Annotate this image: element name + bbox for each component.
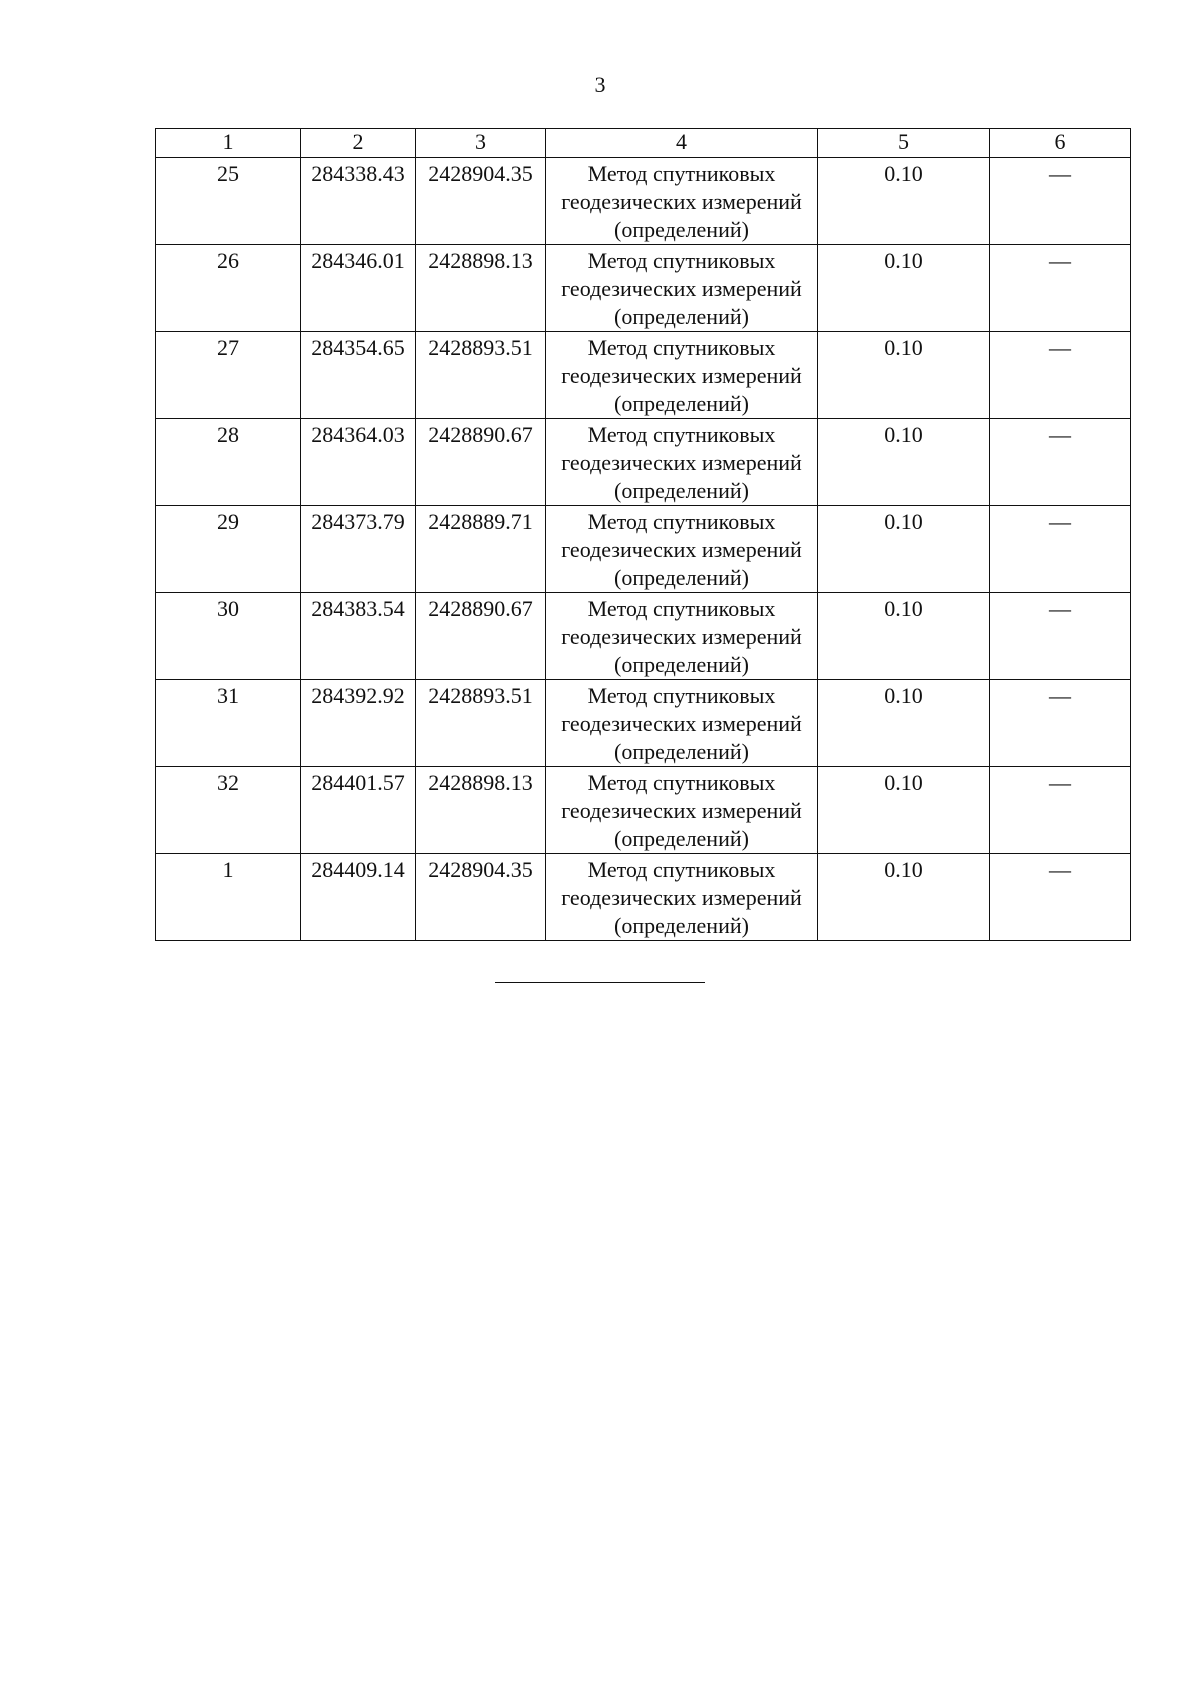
- method-line: геодезических измерений: [561, 537, 802, 562]
- method-line: (определений): [614, 652, 749, 677]
- method-cell: [546, 158, 818, 245]
- point-number-cell: 32: [156, 767, 301, 854]
- coordinates-table: [155, 128, 1131, 941]
- table-header-row: [156, 129, 1131, 158]
- method-cell: [546, 680, 818, 767]
- method-line: геодезических измерений: [561, 885, 802, 910]
- dash-mark: —: [1049, 422, 1071, 447]
- accuracy-cell: 0.10: [818, 767, 990, 854]
- y-coordinate-cell: 2428898.13: [416, 245, 546, 332]
- column-header: 5: [818, 129, 990, 158]
- x-coordinate-cell: 284338.43: [301, 158, 416, 245]
- y-coordinate-cell: 2428889.71: [416, 506, 546, 593]
- method-line: (определений): [614, 739, 749, 764]
- accuracy-cell: 0.10: [818, 158, 990, 245]
- dash-mark: —: [1049, 857, 1071, 882]
- note-cell: [990, 419, 1131, 506]
- method-line: (определений): [614, 304, 749, 329]
- method-line: Метод спутниковых: [587, 857, 776, 882]
- method-line: Метод спутниковых: [587, 248, 776, 273]
- dash-mark: —: [1049, 683, 1071, 708]
- end-rule: [495, 982, 705, 983]
- point-number-cell: 31: [156, 680, 301, 767]
- accuracy-cell: 0.10: [818, 680, 990, 767]
- point-number-cell: 1: [156, 854, 301, 941]
- column-header: 1: [156, 129, 301, 158]
- point-number-cell: 25: [156, 158, 301, 245]
- x-coordinate-cell: 284401.57: [301, 767, 416, 854]
- table-row: [156, 332, 1131, 419]
- method-line: Метод спутниковых: [587, 596, 776, 621]
- accuracy-cell: 0.10: [818, 245, 990, 332]
- method-line: Метод спутниковых: [587, 683, 776, 708]
- accuracy-cell: 0.10: [818, 854, 990, 941]
- x-coordinate-cell: 284354.65: [301, 332, 416, 419]
- table-row: [156, 506, 1131, 593]
- accuracy-cell: 0.10: [818, 332, 990, 419]
- method-cell: [546, 854, 818, 941]
- table-row: [156, 158, 1131, 245]
- x-coordinate-cell: 284364.03: [301, 419, 416, 506]
- method-cell: [546, 419, 818, 506]
- method-line: геодезических измерений: [561, 276, 802, 301]
- x-coordinate-cell: 284373.79: [301, 506, 416, 593]
- note-cell: [990, 245, 1131, 332]
- method-cell: [546, 332, 818, 419]
- table-row: [156, 245, 1131, 332]
- table-row: [156, 419, 1131, 506]
- table-row: [156, 593, 1131, 680]
- accuracy-cell: 0.10: [818, 506, 990, 593]
- note-cell: [990, 593, 1131, 680]
- method-line: геодезических измерений: [561, 624, 802, 649]
- method-line: Метод спутниковых: [587, 770, 776, 795]
- point-number-cell: 30: [156, 593, 301, 680]
- y-coordinate-cell: 2428898.13: [416, 767, 546, 854]
- method-line: геодезических измерений: [561, 363, 802, 388]
- table-row: [156, 680, 1131, 767]
- point-number-cell: 27: [156, 332, 301, 419]
- method-line: Метод спутниковых: [587, 422, 776, 447]
- dash-mark: —: [1049, 509, 1071, 534]
- y-coordinate-cell: 2428904.35: [416, 158, 546, 245]
- note-cell: [990, 506, 1131, 593]
- method-line: геодезических измерений: [561, 711, 802, 736]
- method-line: Метод спутниковых: [587, 335, 776, 360]
- method-line: (определений): [614, 478, 749, 503]
- table-body: [156, 158, 1131, 941]
- note-cell: [990, 767, 1131, 854]
- dash-mark: —: [1049, 161, 1071, 186]
- accuracy-cell: 0.10: [818, 419, 990, 506]
- method-line: (определений): [614, 391, 749, 416]
- page-number: 3: [594, 72, 606, 97]
- column-header: 3: [416, 129, 546, 158]
- method-line: (определений): [614, 565, 749, 590]
- note-cell: [990, 680, 1131, 767]
- x-coordinate-cell: 284409.14: [301, 854, 416, 941]
- note-cell: [990, 158, 1131, 245]
- method-cell: [546, 767, 818, 854]
- method-line: геодезических измерений: [561, 798, 802, 823]
- method-cell: [546, 506, 818, 593]
- accuracy-cell: 0.10: [818, 593, 990, 680]
- x-coordinate-cell: 284392.92: [301, 680, 416, 767]
- y-coordinate-cell: 2428893.51: [416, 680, 546, 767]
- method-line: (определений): [614, 217, 749, 242]
- x-coordinate-cell: 284346.01: [301, 245, 416, 332]
- point-number-cell: 28: [156, 419, 301, 506]
- column-header: 4: [546, 129, 818, 158]
- column-header: 2: [301, 129, 416, 158]
- table-row: [156, 767, 1131, 854]
- y-coordinate-cell: 2428893.51: [416, 332, 546, 419]
- x-coordinate-cell: 284383.54: [301, 593, 416, 680]
- method-cell: [546, 593, 818, 680]
- method-line: Метод спутниковых: [587, 509, 776, 534]
- dash-mark: —: [1049, 770, 1071, 795]
- method-line: геодезических измерений: [561, 189, 802, 214]
- method-line: Метод спутниковых: [587, 161, 776, 186]
- y-coordinate-cell: 2428904.35: [416, 854, 546, 941]
- method-line: геодезических измерений: [561, 450, 802, 475]
- dash-mark: —: [1049, 248, 1071, 273]
- y-coordinate-cell: 2428890.67: [416, 419, 546, 506]
- table-row: [156, 854, 1131, 941]
- point-number-cell: 29: [156, 506, 301, 593]
- method-line: (определений): [614, 913, 749, 938]
- column-header: 6: [990, 129, 1131, 158]
- method-cell: [546, 245, 818, 332]
- method-line: (определений): [614, 826, 749, 851]
- dash-mark: —: [1049, 335, 1071, 360]
- dash-mark: —: [1049, 596, 1071, 621]
- note-cell: [990, 332, 1131, 419]
- note-cell: [990, 854, 1131, 941]
- point-number-cell: 26: [156, 245, 301, 332]
- y-coordinate-cell: 2428890.67: [416, 593, 546, 680]
